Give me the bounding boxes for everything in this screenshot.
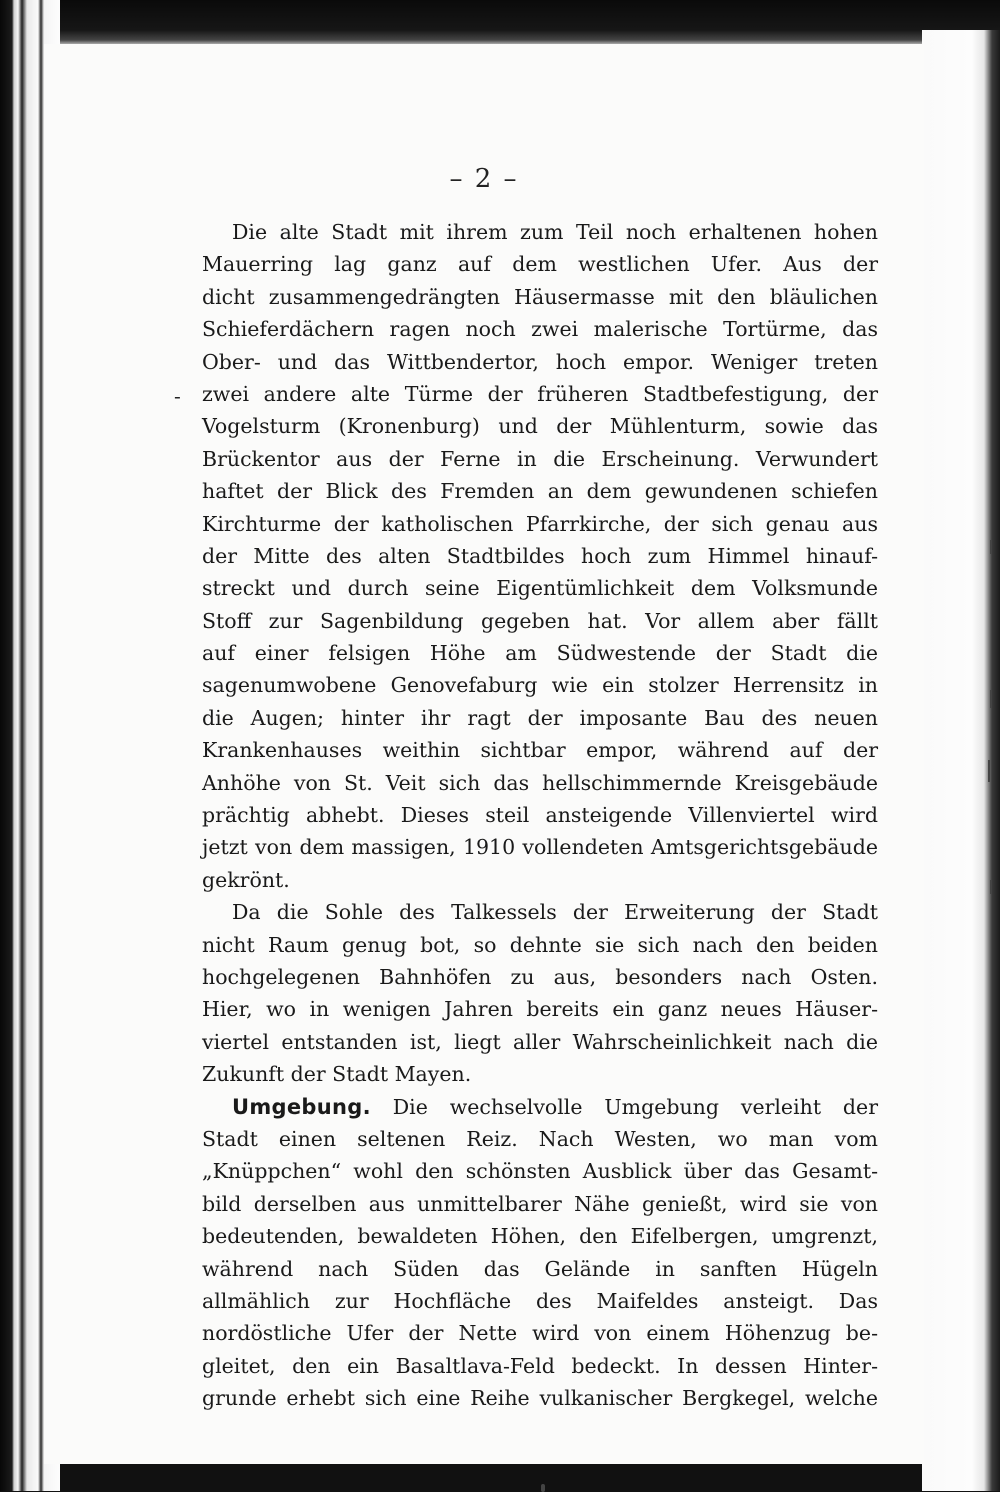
- text-line: Da die Sohle des Talkessels der Erweiterung der Stadt: [232, 900, 878, 925]
- text-line: [202, 1091, 878, 1123]
- text-line: Stoff zur Sagenbildung gegeben hat. Vor allem aber fällt: [202, 608, 878, 633]
- text-line: Ober- und das Wittbendertor, hoch empor. Weniger treten: [202, 349, 878, 374]
- text-line: Zukunft der Stadt Mayen.: [202, 1062, 472, 1087]
- gutter-mark: [990, 690, 992, 708]
- text-line: hochgelegenen Bahnhöfen zu aus, besonders nach Osten.: [202, 964, 878, 989]
- text-line: Anhöhe von St. Veit sich das hellschimmernde Kreisgebäude: [202, 770, 878, 795]
- text-line: Stadt einen seltenen Reiz. Nach Westen, wo man vom: [202, 1126, 878, 1151]
- text-line: „Knüppchen“ wohl den schönsten Ausblick über das Gesamt-: [202, 1159, 878, 1184]
- text-line-rest: Die wechselvolle Umgebung verleiht der: [392, 1094, 878, 1119]
- text-line: bild derselben aus unmittelbarer Nähe genießt, wird sie von: [202, 1191, 878, 1216]
- text-line: Krankenhauses weithin sichtbar empor, während auf der: [202, 738, 878, 763]
- text-line: dicht zusammengedrängten Häusermasse mit den bläulichen: [202, 284, 878, 309]
- text-line: Mauerring lag ganz auf dem westlichen Ufer. Aus der: [202, 252, 878, 277]
- scan-border-top: [0, 0, 1000, 48]
- gutter-mark: [988, 760, 990, 782]
- paragraph-2: [202, 896, 878, 1090]
- text-line: streckt und durch seine Eigentümlichkeit dem Volksmunde: [202, 576, 878, 601]
- text-line: Vogelsturm (Kronenburg) und der Mühlenturm, sowie das: [202, 414, 878, 439]
- book-page: [44, 44, 924, 1464]
- text-line: gekrönt.: [202, 867, 290, 892]
- text-line: Hier, wo in wenigen Jahren bereits ein ganz neues Häuser-: [202, 997, 878, 1022]
- page-number: – 2 –: [449, 164, 519, 194]
- text-line: gleitet, den ein Basaltlava-Feld bedeckt. In dessen Hinter-: [202, 1353, 878, 1378]
- gutter-mark: [990, 880, 992, 894]
- gutter-mark: [990, 540, 992, 554]
- margin-hyphen-mark: -: [174, 384, 181, 408]
- section-heading: Umgebung.: [232, 1094, 371, 1119]
- text-line: sagenumwobene Genovefaburg wie ein stolzer Herrensitz in: [202, 673, 878, 698]
- text-line: während nach Süden das Gelände in sanften Hügeln: [202, 1256, 878, 1281]
- text-line: prächtig abhebt. Dieses steil ansteigende Villenviertel wird: [202, 803, 878, 828]
- text-line: Kirchturme der katholischen Pfarrkirche, der sich genau aus: [202, 511, 878, 536]
- text-line: viertel entstanden ist, liegt aller Wahrscheinlichkeit nach die: [202, 1029, 878, 1054]
- text-line: auf einer felsigen Höhe am Südwestende der Stadt die: [202, 641, 878, 666]
- text-line: bedeutenden, bewaldeten Höhen, den Eifelbergen, umgrenzt,: [202, 1224, 878, 1249]
- text-line: haftet der Blick des Fremden an dem gewundenen schiefen: [202, 479, 878, 504]
- text-line: der Mitte des alten Stadtbildes hoch zum Himmel hinauf-: [202, 543, 878, 568]
- text-line: Brückentor aus der Ferne in die Erscheinung. Verwundert: [202, 446, 878, 471]
- text-line: Die alte Stadt mit ihrem zum Teil noch erhaltenen hohen: [232, 220, 878, 244]
- text-line: zwei andere alte Türme der früheren Stadtbefestigung, der: [202, 381, 878, 406]
- text-line: jetzt von dem massigen, 1910 vollendeten Amtsgerichtsgebäude: [202, 835, 878, 860]
- text-line: die Augen; hinter ihr ragt der imposante Bau des neuen: [202, 705, 878, 730]
- text-line: allmählich zur Hochfläche des Maifeldes ansteigt. Das: [202, 1288, 878, 1313]
- text-line: Schieferdächern ragen noch zwei malerische Tortürme, das: [202, 317, 878, 342]
- text-line: grunde erhebt sich eine Reihe vulkanischer Bergkegel, welche: [202, 1386, 878, 1411]
- page-body: [202, 216, 878, 1414]
- text-line: nordöstliche Ufer der Nette wird von einem Höhenzug be-: [202, 1321, 878, 1346]
- text-line: nicht Raum genug bot, so dehnte sie sich nach den beiden: [202, 932, 878, 957]
- paragraph-1: [202, 216, 878, 896]
- paragraph-3: [202, 1091, 878, 1415]
